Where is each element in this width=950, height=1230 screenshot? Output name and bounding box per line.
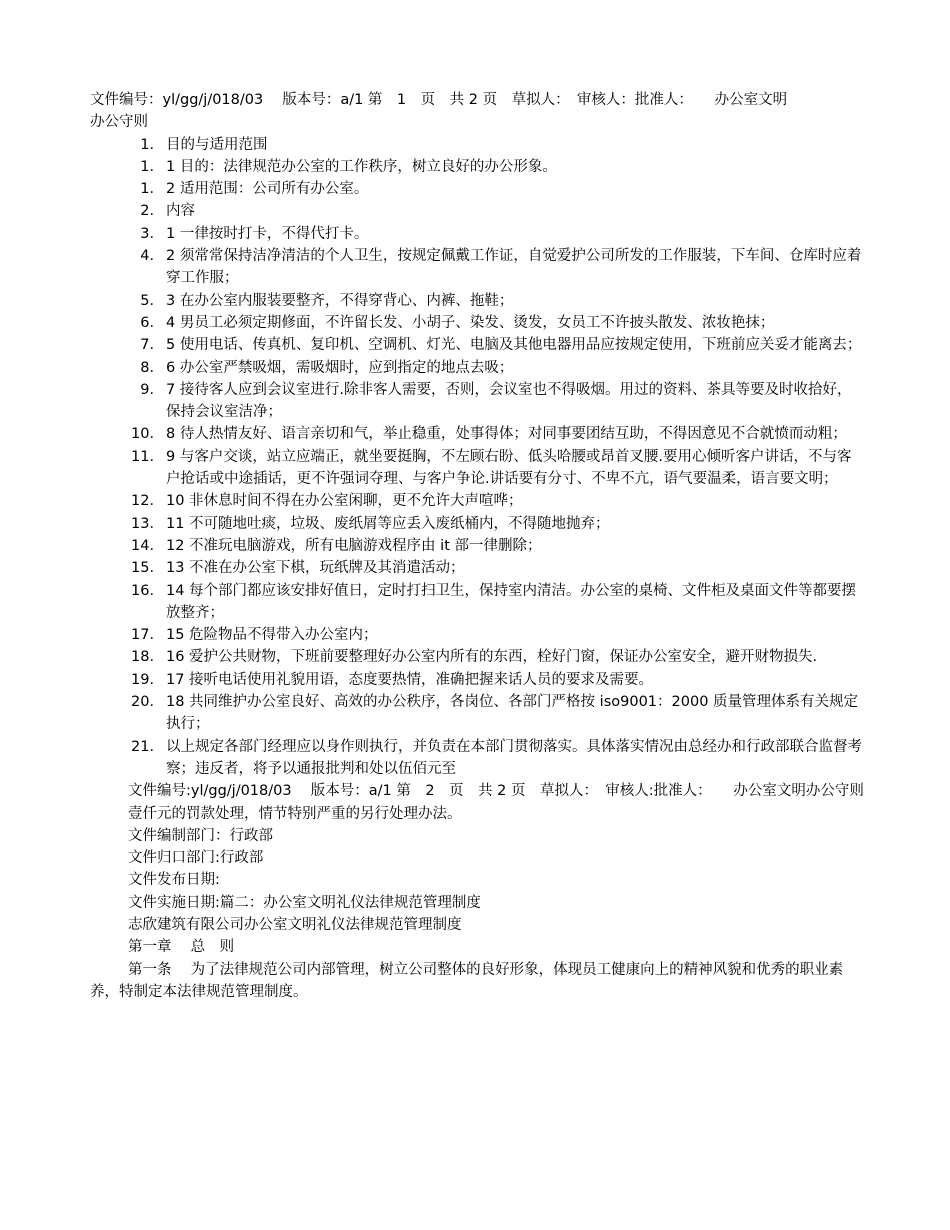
list-item bbox=[90, 245, 865, 290]
list-item-text: 2 适用范围：公司所有办公室。 bbox=[166, 181, 369, 198]
list-item-text: 18 共同维护办公室良好、高效的办公秩序，各岗位、各部门严格按 iso9001：2000 质量管理体系有关规定执行； bbox=[166, 694, 859, 733]
list-item bbox=[90, 691, 865, 736]
list-item bbox=[90, 156, 865, 178]
list-item-text: 9 与客户交谈，站立应端正，就坐要挺胸，不左顾右盼、低头哈腰或昂首叉腰.要用心倾听客户讲话，不与客户抢话或中途插话，更不许强词夺理、与客户争论.讲话要有分寸、不卑不亢，语气要温柔，语言要文明； bbox=[166, 448, 852, 488]
page1-header-continuation: 办公守则 bbox=[90, 114, 148, 131]
list-item-number: 8． bbox=[140, 359, 164, 376]
page2-line-1: 壹仟元的罚款处理，情节特别严重的另行处理办法。 bbox=[128, 805, 462, 822]
list-item-text: 8 待人热情友好、语言亲切和气，举止稳重，处事得体；对同事要团结互助，不得因意见不合就愤而动粗； bbox=[166, 426, 847, 443]
list-item-number: 13． bbox=[131, 515, 164, 532]
list-item bbox=[90, 312, 865, 334]
list-item-number: 14． bbox=[131, 537, 164, 554]
list-item-number: 19． bbox=[131, 671, 164, 688]
list-item-number: 18． bbox=[131, 649, 164, 666]
list-item-number: 1． bbox=[140, 136, 164, 153]
list-item-number: 16． bbox=[131, 582, 164, 599]
list-item bbox=[90, 134, 865, 156]
list-item-text: 4 男员工必须定期修面，不许留长发、小胡子、染发、烫发，女员工不许披头散发、浓妆艳抹； bbox=[166, 314, 775, 331]
list-item-text: 16 爱护公共财物，下班前要整理好办公室内所有的东西，栓好门窗，保证办公室安全，避开财物损失. bbox=[166, 649, 818, 666]
list-item-number: 11． bbox=[131, 448, 164, 465]
list-item-number: 20． bbox=[131, 694, 164, 711]
list-item bbox=[90, 178, 865, 200]
list-item-number: 7． bbox=[140, 337, 164, 354]
list-item-text: 1 一律按时打卡，不得代打卡。 bbox=[166, 225, 369, 242]
list-item bbox=[90, 646, 865, 668]
list-item bbox=[90, 200, 865, 222]
list-item-text: 14 每个部门都应该安排好值日，定时打扫卫生，保持室内清洁。办公室的桌椅、文件柜及桌面文件等都要摆放整齐； bbox=[166, 582, 857, 621]
list-item-text: 12 不准玩电脑游戏，所有电脑游戏程序由 it 部一律删除； bbox=[166, 537, 542, 554]
list-item-text: 内容 bbox=[166, 203, 195, 220]
list-item bbox=[90, 446, 865, 491]
article-1: 第一条 为了法律规范公司内部管理，树立公司整体的良好形象，体现员工健康向上的精神风貌和优秀的职业素养，特制定本法律规范管理制度。 bbox=[90, 961, 844, 1000]
list-item bbox=[90, 334, 865, 356]
list-item bbox=[90, 580, 865, 625]
list-item-text: 17 接听电话使用礼貌用语，态度要热情，准确把握来话人员的要求及需要。 bbox=[166, 671, 654, 688]
list-item-text: 目的与适用范围 bbox=[166, 136, 268, 153]
list-item-text: 15 危险物品不得带入办公室内； bbox=[166, 627, 378, 644]
page2-line-3: 文件归口部门:行政部 bbox=[128, 850, 264, 867]
list-item bbox=[90, 379, 865, 424]
list-item-text: 6 办公室严禁吸烟，需吸烟时，应到指定的地点去吸； bbox=[166, 359, 514, 376]
document-body bbox=[90, 89, 865, 1003]
list-item-number: 1． bbox=[140, 181, 164, 198]
list-item bbox=[90, 624, 865, 646]
list-item-number: 4． bbox=[140, 248, 164, 265]
list-item bbox=[90, 736, 865, 781]
list-item-number: 5． bbox=[140, 292, 164, 309]
page2-line-6: 志欣建筑有限公司办公室文明礼仪法律规范管理制度 bbox=[128, 916, 462, 933]
list-item-text: 2 须常常保持洁净清洁的个人卫生，按规定佩戴工作证，自觉爱护公司所发的工作服装，下车间、仓库时应着穿工作服； bbox=[166, 248, 862, 287]
page2-line-2: 文件编制部门：行政部 bbox=[128, 827, 273, 844]
list-item-number: 9． bbox=[140, 381, 164, 398]
list-item-number: 17． bbox=[131, 627, 164, 644]
list-item bbox=[90, 357, 865, 379]
list-item bbox=[90, 557, 865, 579]
list-item-number: 15． bbox=[131, 560, 164, 577]
list-item-number: 6． bbox=[140, 314, 164, 331]
chapter-heading: 第一章 总 则 bbox=[128, 939, 235, 956]
list-item bbox=[90, 423, 865, 445]
list-item-number: 12． bbox=[131, 493, 164, 510]
list-item bbox=[90, 490, 865, 512]
page2-header: 文件编号:yl/gg/j/018/03 版本号：a/1 第 2 页 共 2 页 草拟人： 审核人:批准人： 办公室文明办公守则 bbox=[128, 783, 864, 800]
list-item-text: 3 在办公室内服装要整齐，不得穿背心、内裤、拖鞋； bbox=[166, 292, 514, 309]
rules-list bbox=[90, 134, 865, 781]
list-item-text: 1 目的：法律规范办公室的工作秩序，树立良好的办公形象。 bbox=[166, 158, 557, 175]
page2-line-4: 文件发布日期: bbox=[128, 872, 220, 889]
list-item-number: 21． bbox=[131, 738, 164, 755]
page2-line-5: 文件实施日期:篇二：办公室文明礼仪法律规范管理制度 bbox=[128, 894, 481, 911]
list-item bbox=[90, 513, 865, 535]
page1-header: 文件编号：yl/gg/j/018/03 版本号：a/1 第 1 页 共 2 页 草拟人： 审核人：批准人： 办公室文明 bbox=[90, 92, 788, 108]
list-item-number: 3． bbox=[140, 225, 164, 242]
list-item-text: 以上规定各部门经理应以身作则执行，并负责在本部门贯彻落实。具体落实情况由总经办和行政部联合监督考察；违反者，将予以通报批判和处以伍佰元至 bbox=[166, 738, 862, 777]
list-item bbox=[90, 669, 865, 691]
list-item-text: 7 接待客人应到会议室进行.除非客人需要，否则，会议室也不得吸烟。用过的资料、茶具等要及时收拾好，保持会议室洁净； bbox=[166, 381, 852, 421]
list-item-number: 2． bbox=[140, 203, 164, 220]
list-item-text: 11 不可随地吐痰，垃圾、废纸屑等应丢入废纸桶内，不得随地抛弃； bbox=[166, 515, 610, 532]
list-item bbox=[90, 535, 865, 557]
list-item-number: 10． bbox=[131, 426, 164, 443]
list-item-text: 13 不准在办公室下棋，玩纸牌及其消遣活动； bbox=[166, 560, 465, 577]
list-item-text: 5 使用电话、传真机、复印机、空调机、灯光、电脑及其他电器用品应按规定使用，下班前应关妥才能离去； bbox=[166, 337, 862, 354]
list-item-text: 10 非休息时间不得在办公室闲聊，更不允许大声喧哗； bbox=[166, 493, 523, 510]
list-item-number: 1． bbox=[140, 158, 164, 175]
list-item bbox=[90, 223, 865, 245]
list-item bbox=[90, 290, 865, 312]
